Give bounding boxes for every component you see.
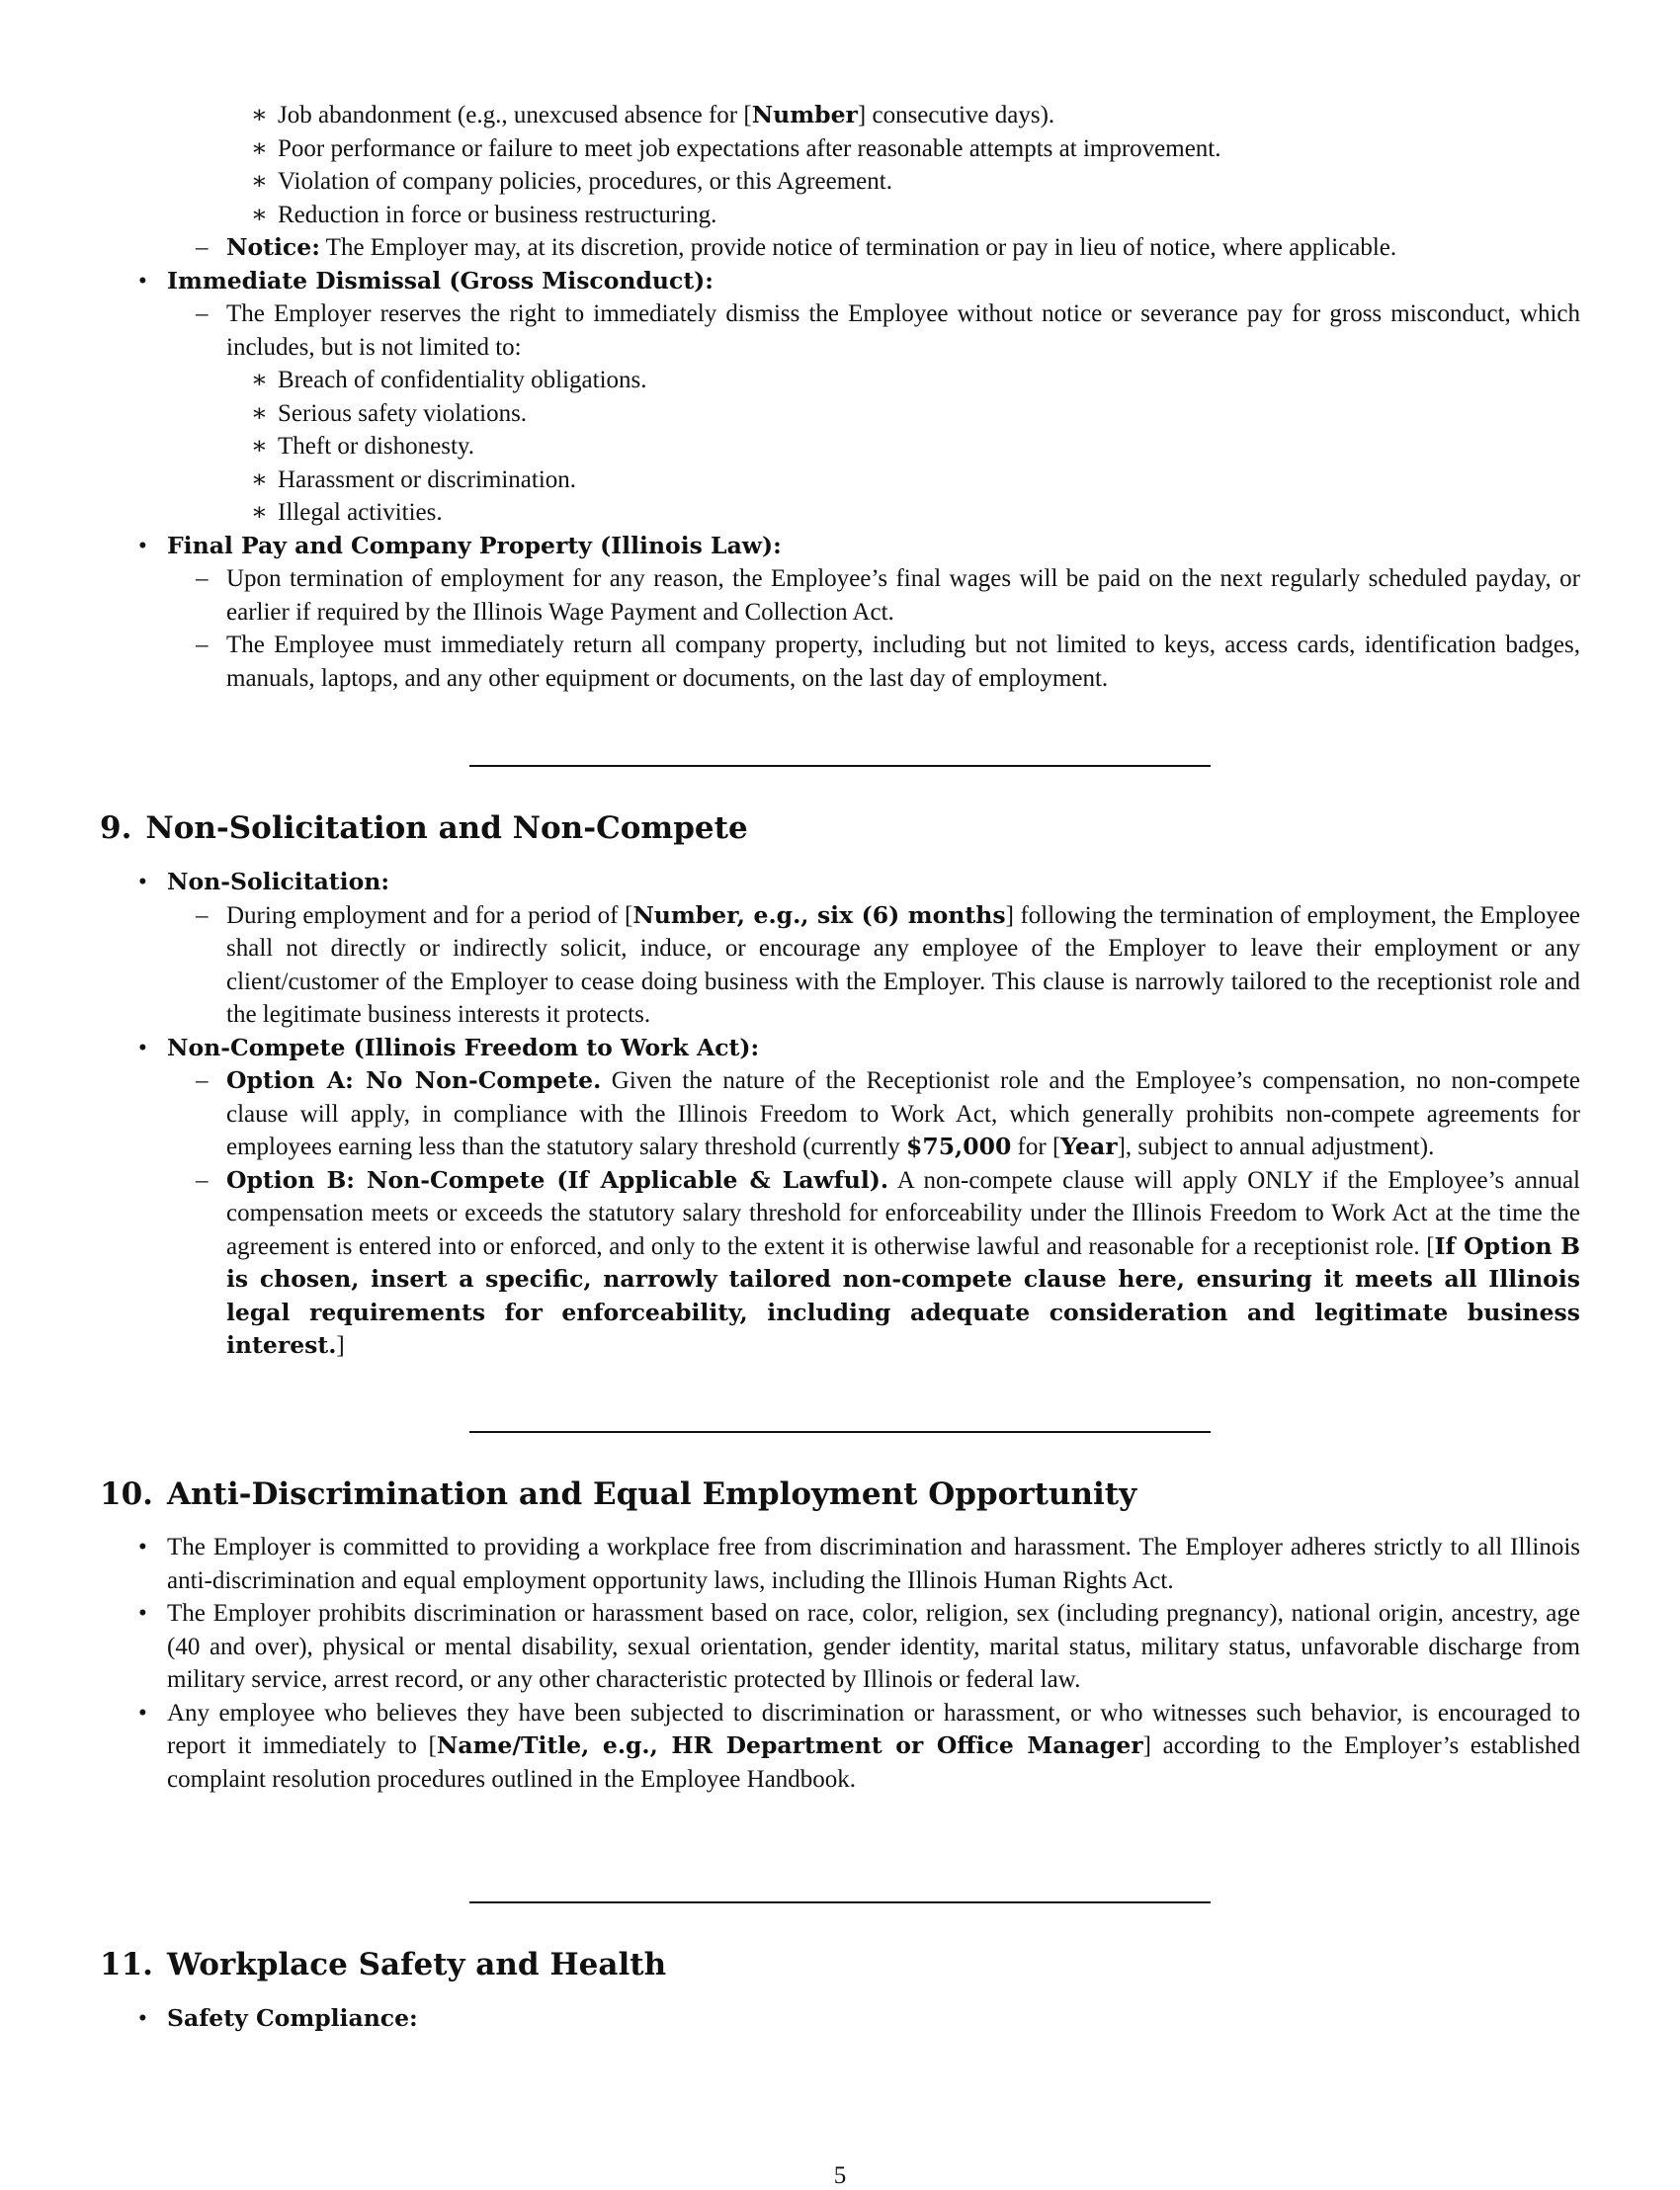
- list-item: – Upon termination of employment for any reason, the Employee’s final wages will be paid on the next regularly scheduled payday, or earlier if required by the Illinois Wage Payment and Collection Act.: [0, 562, 1580, 629]
- section-10-heading: 10. Anti-Discrimination and Equal Employment Opportunity: [100, 1476, 1137, 1512]
- list-item: • The Employer is committed to providing a workplace free from discrimination and harassment. The Employer adheres strictly to all Illinois anti-discrimination and equal employment opportunity laws, including the Illinois Human Rights Act.: [0, 1531, 1580, 1597]
- list-item: ∗ Illegal activities.: [0, 496, 1580, 530]
- list-item: ∗ Reduction in force or business restructuring.: [0, 199, 1580, 232]
- list-item: • Any employee who believes they have been subjected to discrimination or harassment, or who witnesses such behavior, is encouraged to report it immediately to [Name/Title, e.g., HR Department or Office Manager] according to the Employer’s established complaint resolution procedures outlined in the Employee Handbook.: [0, 1697, 1580, 1797]
- section-divider: [469, 1431, 1211, 1433]
- page-number: 5: [833, 2162, 847, 2189]
- list-item: ∗ Job abandonment (e.g., unexcused absence for [Number] consecutive days).: [0, 99, 1580, 132]
- section-divider: [469, 1901, 1211, 1903]
- section-11-heading: 11. Workplace Safety and Health: [100, 1947, 667, 1982]
- list-item: ∗ Violation of company policies, procedures, or this Agreement.: [0, 165, 1580, 199]
- list-item: ∗ Breach of confidentiality obligations.: [0, 364, 1580, 397]
- list-item: ∗ Theft or dishonesty.: [0, 430, 1580, 463]
- section-9-body: [0, 866, 1680, 1363]
- option-a-text: – Option A: No Non-Compete. Given the nature of the Receptionist role and the Employee’s compensation, no non-compete clause will apply, in compliance with the Illinois Freedom to Work Act, which generally prohibits non-compete agreements for employees earning less than the statutory salary threshold (currently $75,000 for [Year], subject to annual adjustment).: [0, 1064, 1580, 1164]
- safety-compliance-heading: • Safety Compliance:: [0, 2002, 1580, 2036]
- list-item: ∗ Poor performance or failure to meet job expectations after reasonable attempts at improvement.: [0, 132, 1580, 166]
- list-item: ∗ Serious safety violations.: [0, 397, 1580, 431]
- section-10-body: [0, 1531, 1680, 1796]
- option-b-text: – Option B: Non-Compete (If Applicable & Lawful). A non-compete clause will apply ONLY if the Employee’s annual compensation meets or exceeds the statutory salary threshold for enforceability under the Illinois Freedom to Work Act at the time the agreement is entered into or enforced, and only to the extent it is otherwise lawful and reasonable for a receptionist role. [If Option B is chosen, insert a specific, narrowly tailored non-compete clause here, ensuring it meets all Illinois legal requirements for enforceability, including adequate consideration and legitimate business interest.]: [0, 1164, 1580, 1363]
- immediate-dismissal-text: – The Employer reserves the right to immediately dismiss the Employee without notice or severance pay for gross misconduct, which includes, but is not limited to:: [0, 297, 1580, 364]
- section-11-body: [0, 2002, 1680, 2036]
- section-divider: [469, 765, 1211, 767]
- list-item: ∗ Harassment or discrimination.: [0, 463, 1580, 497]
- non-solicitation-text: – During employment and for a period of [Number, e.g., six (6) months] following the termination of employment, the Employee shall not directly or indirectly solicit, induce, or encourage any employee of the Employer to leave their employment or any client/customer of the Employer to cease doing business with the Employer. This clause is narrowly tailored to the receptionist role and the legitimate business interests it protects.: [0, 899, 1580, 1032]
- section-9-heading: 9. Non-Solicitation and Non-Compete: [100, 810, 748, 846]
- non-compete-heading: • Non-Compete (Illinois Freedom to Work Act):: [0, 1032, 1580, 1065]
- final-pay-heading: • Final Pay and Company Property (Illinois Law):: [0, 530, 1580, 563]
- list-item: • The Employer prohibits discrimination or harassment based on race, color, religion, sex (including pregnancy), national origin, ancestry, age (40 and over), physical or mental disability, sexual orientation, gender identity, marital status, military status, unfavorable discharge from military service, arrest record, or any other characteristic protected by Illinois or federal law.: [0, 1597, 1580, 1697]
- non-solicitation-heading: • Non-Solicitation:: [0, 866, 1580, 899]
- list-item: – The Employee must immediately return all company property, including but not limited to keys, access cards, identification badges, manuals, laptops, and any other equipment or documents, on the last day of employment.: [0, 629, 1580, 695]
- notice-item: – Notice: The Employer may, at its discretion, provide notice of termination or pay in lieu of notice, where applicable.: [0, 231, 1580, 265]
- termination-continuation: [0, 99, 1680, 695]
- immediate-dismissal-heading: • Immediate Dismissal (Gross Misconduct):: [0, 265, 1580, 298]
